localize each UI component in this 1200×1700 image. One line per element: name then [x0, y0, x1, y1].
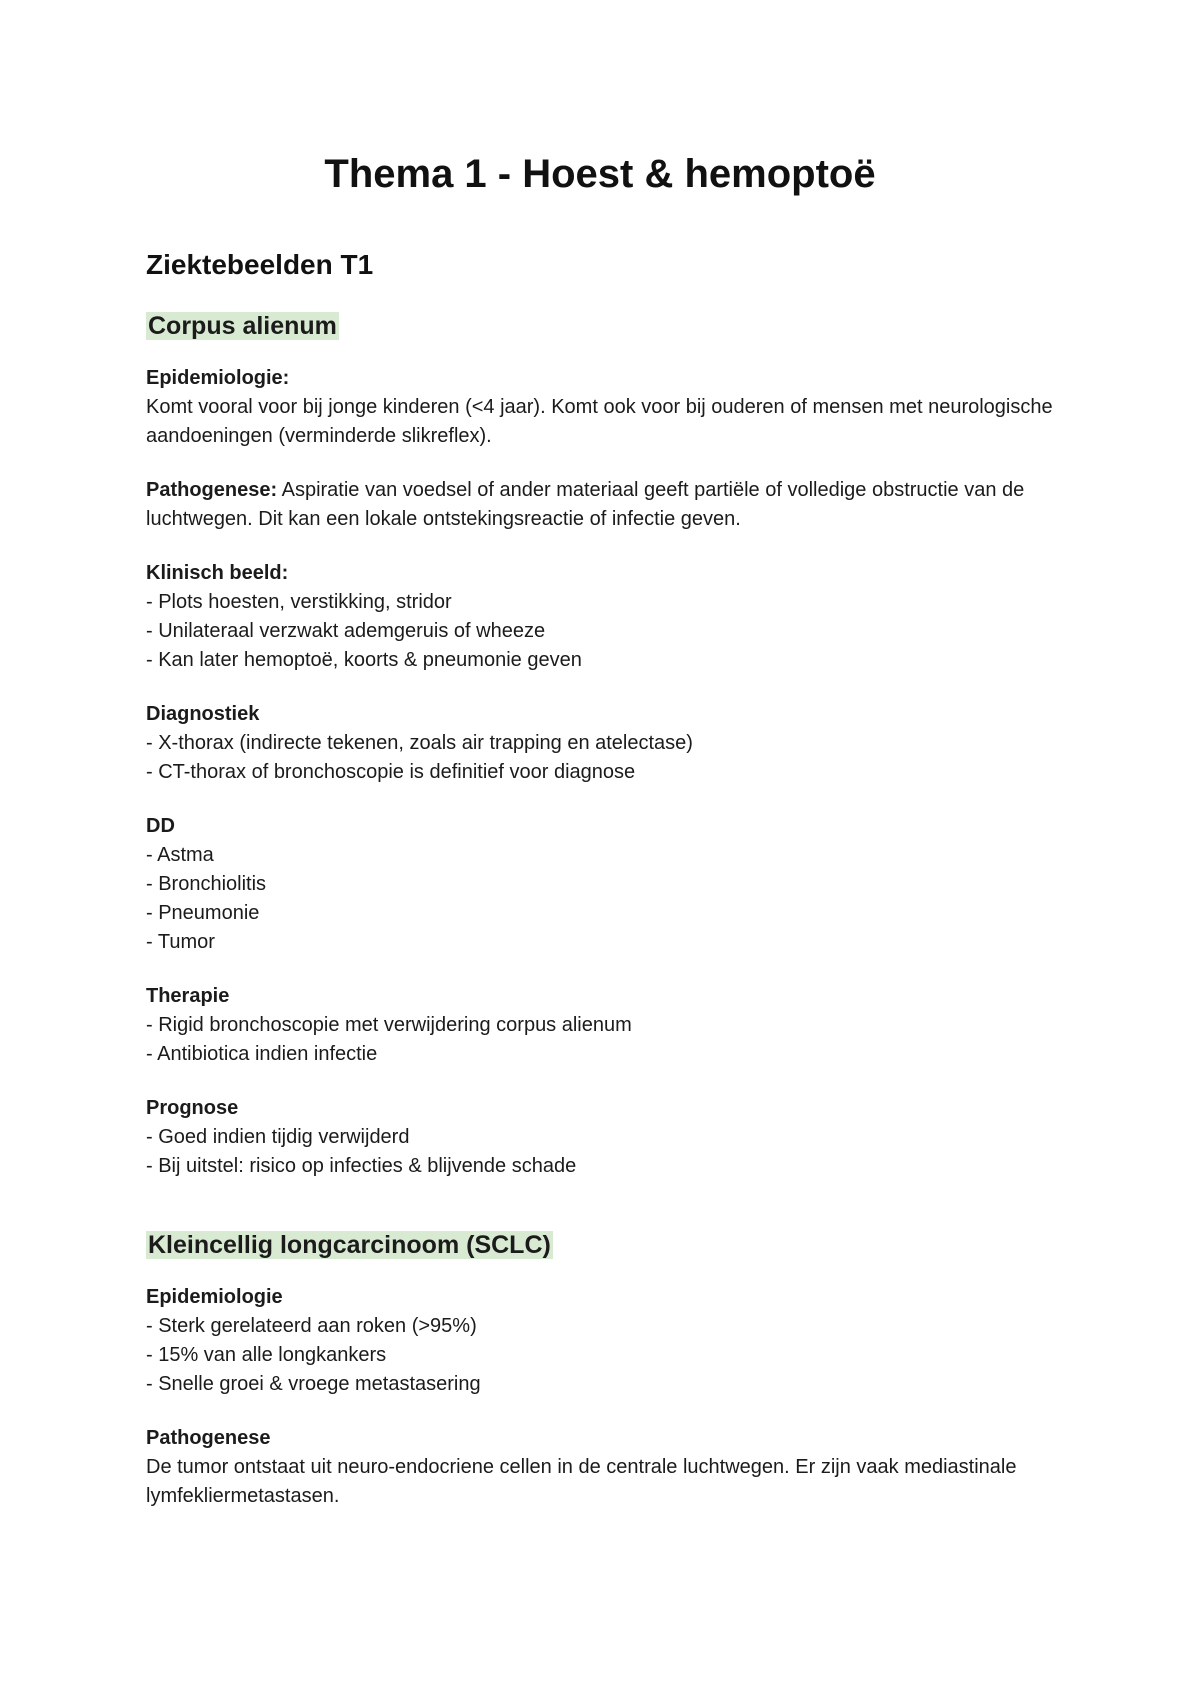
- sclc-section: [146, 1229, 1054, 1511]
- section-heading: Ziektebeelden T1: [146, 249, 374, 280]
- list-item: - Snelle groei & vroege metastasering: [146, 1373, 481, 1395]
- list-item: - Tumor: [146, 931, 215, 953]
- sclc-pathogenese-block: [146, 1424, 1054, 1511]
- sclc-heading-text: Kleincellig longcarcinoom (SCLC): [148, 1231, 551, 1259]
- epidemiologie-text: Komt vooral voor bij jonge kinderen (<4 jaar). Komt ook voor bij ouderen of mensen met neurologische aandoeningen (verminderde slikreflex).: [146, 396, 1053, 447]
- pathogenese-label: Pathogenese:: [146, 479, 278, 501]
- prognose-label: Prognose: [146, 1097, 239, 1119]
- list-item: - Antibiotica indien infectie: [146, 1043, 378, 1065]
- therapie-block: [146, 982, 1054, 1069]
- klinisch-beeld-block: [146, 559, 1054, 675]
- corpus-alienum-heading-text: Corpus alienum: [148, 312, 337, 340]
- list-item: - Plots hoesten, verstikking, stridor: [146, 591, 452, 613]
- list-item: - Astma: [146, 844, 214, 866]
- sclc-epidemiologie-label: Epidemiologie: [146, 1286, 283, 1308]
- dd-block: [146, 812, 1054, 957]
- list-item: - Rigid bronchoscopie met verwijdering corpus alienum: [146, 1014, 632, 1036]
- corpus-alienum-heading: [146, 310, 1054, 342]
- corpus-alienum-section: [146, 310, 1054, 1181]
- list-item: - Unilateraal verzwakt ademgeruis of wheeze: [146, 620, 546, 642]
- pathogenese-block: [146, 476, 1054, 534]
- list-item: - CT-thorax of bronchoscopie is definitief voor diagnose: [146, 761, 636, 783]
- sclc-pathogenese-label: Pathogenese: [146, 1427, 271, 1449]
- diagnostiek-label: Diagnostiek: [146, 703, 260, 725]
- list-item: - Kan later hemoptoë, koorts & pneumonie geven: [146, 649, 582, 671]
- list-item: - Sterk gerelateerd aan roken (>95%): [146, 1315, 477, 1337]
- sclc-heading: [146, 1229, 1054, 1261]
- document-title: Thema 1 - Hoest & hemoptoë: [324, 152, 876, 196]
- list-item: - 15% van alle longkankers: [146, 1344, 387, 1366]
- pathogenese-text: Aspiratie van voedsel of ander materiaal geeft partiële of volledige obstructie van de luchtwegen. Dit kan een lokale ontstekingsreactie of infectie geven.: [146, 479, 1025, 530]
- therapie-label: Therapie: [146, 985, 230, 1007]
- epidemiologie-label: Epidemiologie:: [146, 367, 290, 389]
- list-item: - Pneumonie: [146, 902, 260, 924]
- sclc-epidemiologie-block: [146, 1283, 1054, 1399]
- list-item: - Bij uitstel: risico op infecties & blijvende schade: [146, 1155, 577, 1177]
- diagnostiek-block: [146, 700, 1054, 787]
- epidemiologie-block: [146, 364, 1054, 451]
- list-item: - X-thorax (indirecte tekenen, zoals air trapping en atelectase): [146, 732, 693, 754]
- prognose-block: [146, 1094, 1054, 1181]
- list-item: - Goed indien tijdig verwijderd: [146, 1126, 410, 1148]
- klinisch-beeld-label: Klinisch beeld:: [146, 562, 289, 584]
- dd-label: DD: [146, 815, 175, 837]
- list-item: - Bronchiolitis: [146, 873, 267, 895]
- sclc-pathogenese-text: De tumor ontstaat uit neuro-endocriene cellen in de centrale luchtwegen. Er zijn vaak mediastinale lymfekliermetastasen.: [146, 1456, 1017, 1507]
